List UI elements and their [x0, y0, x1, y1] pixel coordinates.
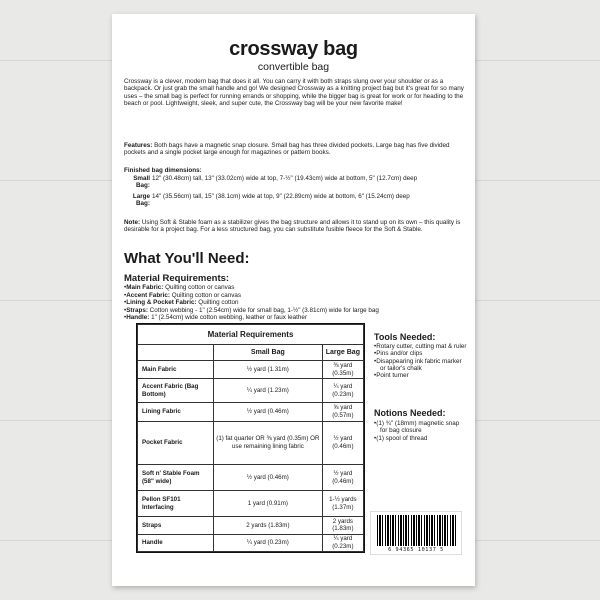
- row-header: Straps: [138, 517, 214, 534]
- item-label: Accent Fabric:: [126, 291, 170, 299]
- cell-large: 2 yards (1.83m): [322, 517, 363, 534]
- list-item: • Point turner: [374, 372, 468, 379]
- barcode-bars: [377, 515, 457, 546]
- cell-small: ½ yard (0.46m): [214, 403, 323, 421]
- row-header: Pocket Fabric: [138, 421, 214, 464]
- list-item: [124, 284, 464, 292]
- row-header: Accent Fabric (Bag Bottom): [138, 379, 214, 403]
- dimension-label: Small Bag:: [133, 175, 150, 190]
- list-item: [124, 307, 464, 315]
- item-text: Quilting cotton or canvas: [165, 284, 235, 291]
- section-heading: What You'll Need:: [124, 250, 250, 267]
- dimension-row-small: [124, 175, 466, 190]
- dimension-label: Large Bag:: [132, 192, 150, 208]
- materials-list: [124, 284, 464, 322]
- materials-table: [136, 323, 365, 553]
- cell-large: ¼ yard (0.23m): [322, 379, 363, 403]
- item-text: 1" (2.54cm) wide cotton webbing, leather or faux leather: [151, 314, 307, 321]
- note-text: Using Soft & Stable foam as a stabilizer gives the bag structure and allows it to stand up on its own – this quality is desirable for a project bag. For a less structured bag, you can substitute fusible fleece for the Soft & Stable.: [124, 219, 461, 234]
- item-label: Lining & Pocket Fabric:: [126, 299, 197, 306]
- cell-large: 1-½ yards (1.37m): [322, 491, 363, 517]
- cell-small: ½ yard (1.31m): [214, 360, 323, 378]
- page-title: crossway bag: [229, 38, 358, 60]
- cell-large: ¼ yard (0.23m): [322, 534, 363, 551]
- cell-small: 2 yards (1.83m): [214, 517, 323, 534]
- barcode-number: 6 94365 10137 5: [388, 547, 444, 553]
- notions-list: [374, 420, 468, 442]
- item-label: Main Fabric:: [126, 284, 164, 291]
- table-corner: [138, 344, 214, 360]
- note-paragraph: [124, 219, 466, 234]
- tools-heading: Tools Needed:: [374, 332, 436, 342]
- dimension-row-large: [124, 193, 466, 208]
- features-text: Both bags have a magnetic snap closure. Small bag has three divided pockets. Large bag has five divided pockets and a single pocket large enough for magazines or pattern books.: [124, 142, 450, 157]
- note-label: Note:: [124, 219, 141, 226]
- cell-small: ¼ yard (1.23m): [214, 379, 323, 403]
- list-item: • Disappearing ink fabric marker or tailor's chalk: [374, 358, 468, 373]
- table-row: [138, 517, 364, 534]
- item-text: Quilting cotton: [198, 299, 239, 306]
- column-header-large: Large Bag: [322, 344, 363, 360]
- row-header: Handle: [138, 534, 214, 551]
- cell-small: ¼ yard (0.23m): [214, 534, 323, 551]
- list-item: • (1) spool of thread: [374, 435, 468, 442]
- tools-list: [374, 343, 468, 379]
- table-row: [138, 465, 364, 491]
- table-row: [138, 379, 364, 403]
- row-header: Lining Fabric: [138, 403, 214, 421]
- list-item: [124, 292, 464, 300]
- row-header: Pellon SF101 Interfacing: [138, 491, 214, 517]
- table-caption: Material Requirements: [138, 325, 364, 345]
- cell-small: 1 yard (0.91m): [214, 491, 323, 517]
- cell-small: ½ yard (0.46m): [214, 465, 323, 491]
- pattern-card: [112, 14, 475, 586]
- item-label: Handle:: [126, 314, 150, 321]
- table-row: [138, 491, 364, 517]
- item-text: Quilting cotton or canvas: [171, 291, 242, 299]
- barcode: [370, 511, 462, 555]
- dimension-text: 12" (30.48cm) tall, 13" (33.02cm) wide at top, 7-½" (19.43cm) wide at bottom, 5" (12.7cm) deep: [152, 175, 418, 182]
- list-item: • Pins and/or clips: [374, 350, 468, 357]
- list-item: • (1) ¾" (18mm) magnetic snap for bag closure: [374, 420, 468, 435]
- cell-small: (1) fat quarter OR ⅜ yard (0.35m) OR use remaining lining fabric: [214, 421, 323, 464]
- list-item: [124, 314, 464, 322]
- table-row: [138, 421, 364, 464]
- intro-paragraph: Crossway is a clever, modern bag that does it all. You can carry it with both straps slung over your shoulder or as a backpack. Or just grab the small handle and go! We designed Crossway as a knitting project bag but it's great for so many uses – the small bag is perfect for running errands or shopping, while the bigger bag is great for work or for heading to the beach or pool. Lightweight, sleek, and super cute, the Crossway bag will be your new favorite make!: [124, 78, 464, 108]
- cell-large: ⅜ yard (0.35m): [322, 360, 363, 378]
- features-paragraph: [124, 142, 466, 157]
- table-row: [138, 360, 364, 378]
- dimensions-list: [124, 175, 466, 208]
- cell-large: ½ yard (0.46m): [322, 465, 363, 491]
- materials-heading: Material Requirements:: [124, 273, 230, 284]
- row-header: Main Fabric: [138, 360, 214, 378]
- dimension-text: 14" (35.56cm) tall, 15" (38.1cm) wide at top, 9" (22.89cm) wide at bottom, 6" (15.24cm) deep: [152, 192, 410, 200]
- item-label: Straps:: [126, 306, 148, 314]
- table-row: [138, 534, 364, 551]
- dimensions-title: Finished bag dimensions:: [124, 167, 202, 174]
- features-label: Features:: [124, 142, 153, 149]
- notions-heading: Notions Needed:: [374, 408, 446, 418]
- list-item: • Rotary cutter, cutting mat & ruler: [374, 343, 468, 350]
- row-header: Soft n' Stable Foam (58" wide): [138, 465, 214, 491]
- column-header-small: Small Bag: [214, 344, 323, 360]
- table-row: [138, 403, 364, 421]
- page-subtitle: convertible bag: [257, 61, 330, 73]
- item-text: Cotton webbing - 1" (2.54cm) wide for small bag, 1-½" (3.81cm) wide for large bag: [149, 306, 379, 314]
- cell-large: ½ yard (0.46m): [322, 421, 363, 464]
- list-item: [124, 299, 464, 307]
- cell-large: ⅝ yard (0.57m): [322, 403, 363, 421]
